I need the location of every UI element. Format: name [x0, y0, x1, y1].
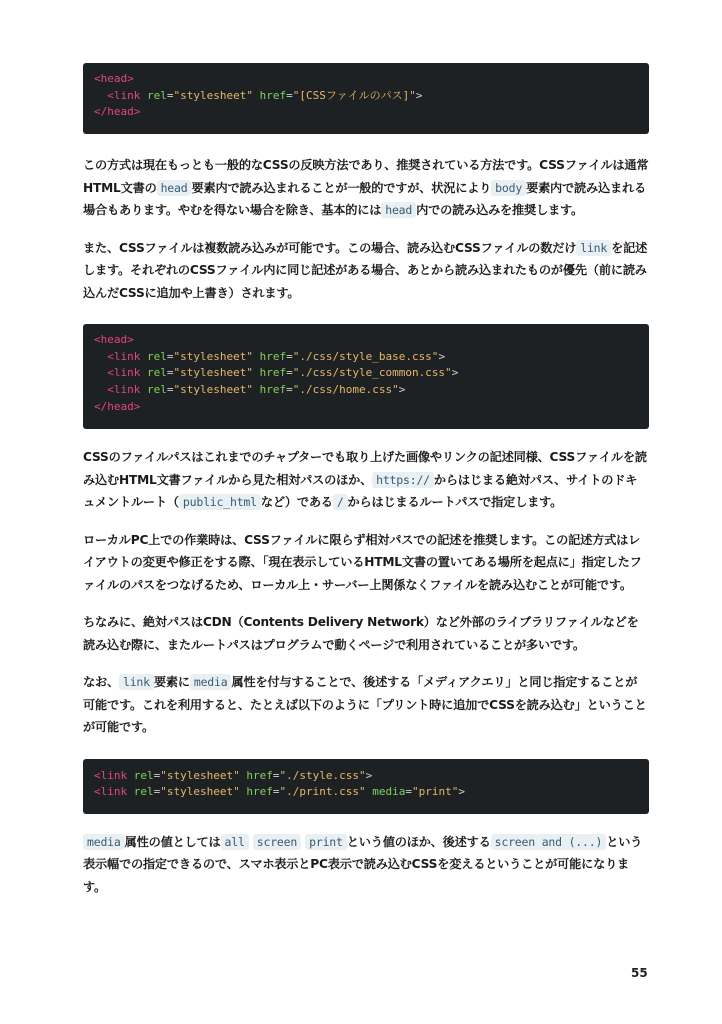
paragraph-2: また、CSSファイルは複数読み込みが可能です。この場合、読み込むCSSファイルの数だけ link を記述します。それぞれのCSSファイル内に同じ記述がある場合、あとから読み込まれたものが優先（前に読み込んだCSSに追加や上書き）されます。	[83, 240, 648, 300]
inline-code: screen	[253, 834, 301, 850]
inline-code: link	[119, 674, 154, 690]
code-line: <link rel="stylesheet" href="./style.css">	[94, 768, 373, 782]
inline-code: head	[381, 202, 416, 218]
inline-code: body	[491, 180, 526, 196]
inline-code: link	[576, 240, 611, 256]
code-block-2	[83, 324, 649, 429]
inline-code: screen and (...)	[491, 834, 607, 850]
inline-code: /	[333, 494, 348, 510]
page-content	[83, 63, 649, 898]
inline-code: print	[305, 834, 347, 850]
code-line: </head>	[94, 105, 141, 119]
paragraph-3: CSSのファイルパスはこれまでのチャプターでも取り上げた画像やリンクの記述同様、CSSファイルを読み込むHTML文書ファイルから見た相対パスのほか、 https:// からはじまる絶対パス、サイトのドキュメントルート（ public_html など）である / からはじまるルートパスで指定します。	[83, 450, 647, 509]
code-line: <link rel="stylesheet" href="./css/style_common.css">	[107, 366, 459, 380]
code-line: <head>	[94, 72, 134, 85]
paragraph-7: media 属性の値としては all screen print という値のほか、後述する screen and (...) という表示幅での指定できるので、スマホ表示とPC表示で読み込むCSSを変えるということが可能になります。	[83, 834, 643, 894]
code-line: <link rel="stylesheet" href="./css/style_base.css">	[107, 349, 446, 363]
code-block-3	[83, 759, 649, 814]
code-line: <link rel="stylesheet" href="[CSSファイルのパス]">	[107, 88, 423, 102]
inline-code: media	[190, 674, 232, 690]
page-number: 55	[631, 966, 648, 980]
code-line: <link rel="stylesheet" href="./css/home.css">	[107, 383, 406, 397]
inline-code: media	[83, 834, 125, 850]
code-block-1	[83, 63, 649, 134]
paragraph-6: なお、 link 要素に media 属性を付与することで、後述する「メディアクエリ」と同じ指定することが可能です。これを利用すると、たとえば以下のように「プリント時に追加でCSSを読み込む」ということが可能です。	[83, 675, 647, 734]
paragraph-5: ちなみに、絶対パスはCDN（Contents Delivery Network）など外部のライブラリファイルなどを読み込む際に、またルートパスはプログラムで動くページで利用されていることが多いです。	[83, 615, 639, 652]
code-line: <link rel="stylesheet" href="./print.css" media="print">	[94, 785, 465, 799]
paragraph-1: この方式は現在もっとも一般的なCSSの反映方法であり、推奨されている方法です。CSSファイルは通常HTML文書の head 要素内で読み込まれることが一般的ですが、状況により body 要素内で読み込まれる場合もあります。やむを得ない場合を除き、基本的には head 内での読み込みを推奨します。	[83, 158, 649, 217]
inline-code: all	[221, 834, 249, 850]
code-line: <head>	[94, 333, 134, 346]
inline-code: head	[157, 180, 192, 196]
inline-code: https://	[372, 472, 434, 488]
code-line: </head>	[94, 399, 141, 413]
inline-code: public_html	[179, 494, 261, 510]
paragraph-4: ローカルPC上での作業時は、CSSファイルに限らず相対パスでの記述を推奨します。この記述方式はレイアウトの変更や修正をする際、「現在表示しているHTML文書の置いてある場所を起点に」指定したファイルのパスをつなげるため、ローカル上・サーバー上関係なくファイルを読み込むことが可能です。	[83, 532, 642, 592]
